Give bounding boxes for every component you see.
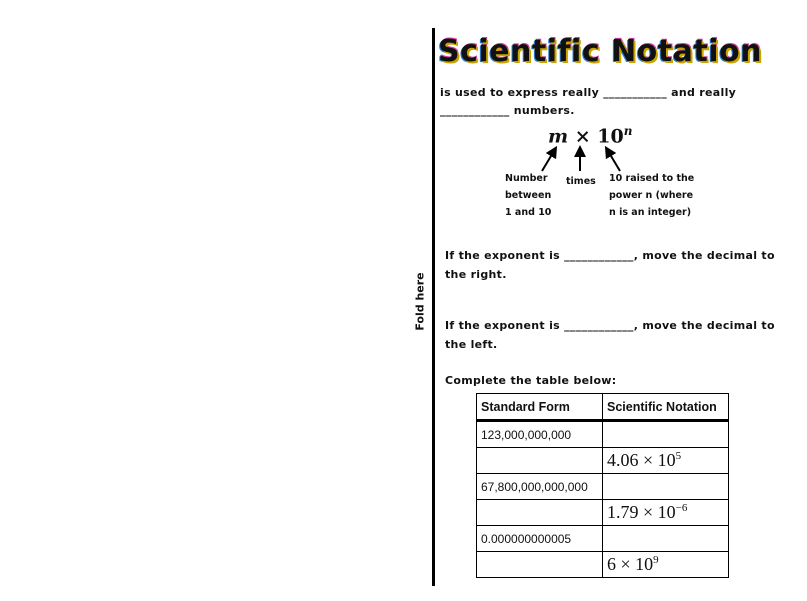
standard-cell[interactable]: [477, 500, 603, 526]
standard-cell[interactable]: 67,800,000,000,000: [477, 474, 603, 500]
sci-cell[interactable]: $1.79 \times 10^{-6}$: [603, 500, 729, 526]
arrows-icon: [530, 145, 630, 173]
label-times: times: [566, 176, 596, 187]
fold-here-label: Fold here: [413, 272, 427, 331]
sci-cell[interactable]: [603, 526, 729, 552]
table-header-row: [477, 394, 729, 421]
standard-cell[interactable]: [477, 552, 603, 578]
table-row: [477, 448, 729, 474]
sci-cell[interactable]: [603, 421, 729, 448]
rule-negative: If the exponent is ____________, move the decimal to the left.: [445, 319, 775, 351]
table-row: [477, 526, 729, 552]
conversion-table: [476, 393, 729, 578]
standard-cell[interactable]: [477, 448, 603, 474]
table-row: [477, 474, 729, 500]
intro-line-2: ____________ numbers.: [440, 104, 575, 117]
standard-cell[interactable]: 123,000,000,000: [477, 421, 603, 448]
intro-line-1: is used to express really ___________ and really: [440, 86, 737, 99]
table-row: [477, 500, 729, 526]
header-scientific-notation: Scientific Notation: [603, 394, 729, 421]
table-row: [477, 421, 729, 448]
rule-positive: If the exponent is ____________, move the decimal to the right.: [445, 249, 775, 281]
header-standard-form: Standard Form: [477, 394, 603, 421]
label-power: 10 raised to the power n (where n is an integer): [609, 173, 695, 218]
fold-line: [432, 28, 435, 586]
label-number: Number between 1 and 10: [505, 173, 552, 218]
formula: m × 10$^n$: [548, 124, 633, 148]
sci-cell[interactable]: $6 \times 10^9$: [603, 552, 729, 578]
sci-cell[interactable]: [603, 474, 729, 500]
sci-cell[interactable]: $4.06 \times 10^5$: [603, 448, 729, 474]
page-title: Scientific Notation: [438, 34, 762, 69]
table-row: [477, 552, 729, 578]
standard-cell[interactable]: 0.000000000005: [477, 526, 603, 552]
table-prompt: Complete the table below:: [445, 374, 617, 387]
